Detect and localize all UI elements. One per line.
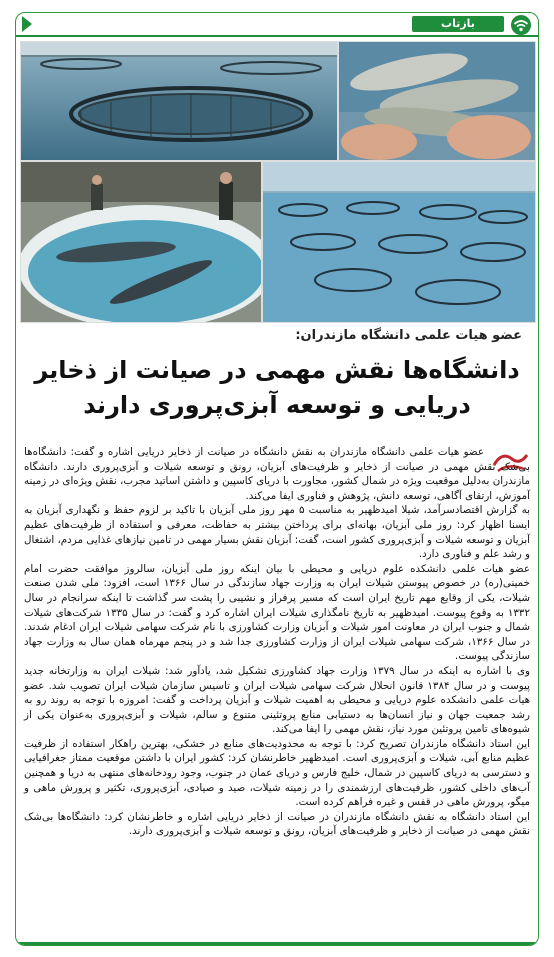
header-rule (16, 35, 538, 37)
news-clipping (15, 12, 539, 946)
header-arrow-icon (22, 16, 32, 32)
photo-collage (16, 41, 538, 323)
photo-sturgeon-tank (20, 161, 262, 323)
section-tag: بازتاب (412, 16, 504, 32)
article-headline: دانشگاه‌ها نقش مهمی در صیانت از ذخایر دریایی و توسعه آبزی‌پروری دارند (34, 356, 520, 419)
photo-sea-cages (20, 41, 338, 161)
article-kicker: عضو هیات علمی دانشگاه مازندران: (295, 328, 522, 343)
paragraph: به گزارش اقتصادسرآمد، شیلا امیدظهیر به مناسبت ۵ مهر روز ملی آبزیان با تاکید بر لزوم حفظ و نگهداری آبزیان به ایسنا اظهار کرد: روز ملی آبزیان، بهانه‌ای برای پرداختن بیشتر به حفاظت، معرفی و استفاده از ظرفیت‌های عظیم آبزیان و توسعه شیلات و آبزی‌پروری کشور است، گفت: آبزیان نقش بسیار مهمی در تامین نیازهای غذایی مردم، اشتغال و رشد علم و فناوری دارد. (24, 504, 530, 561)
paragraph: این استاد دانشگاه مازندران تصریح کرد: با توجه به محدودیت‌های منابع در خشکی، بهترین راهکار استفاده از ظرفیت عظیم منابع آبی، شیلات و آبزی‌پروری است. امیدظهیر خاطرنشان کرد: کشور ایران با داشتن موقعیت ممتاز جغرافیایی و دسترسی به دریای کاسپین در شمال، خلیج فارس و دریای عمان در جنوب، وجود رودخانه‌های منتهی به دریا و همچنین آب‌های داخلی کشور، ظرفیت‌های ارزشمندی را در زمینه شیلات، صید و صیادی، آبزی‌پروری، تکثیر و پرورش ماهی و میگو، پرورش ماهی در قفس و غیره فراهم کرده است. (24, 737, 530, 809)
paragraph: این استاد دانشگاه به نقش دانشگاه مازندران در صیانت از ذخایر دریایی اشاره و خاطرنشان کرد: دانشگاه‌ها بی‌شک نقش مهمی در صیانت از ذخایر و ظرفیت‌های آبزیان، رونق و توسعه شیلات و آبزی‌پروری دارند. (24, 810, 530, 838)
paragraph: عضو هیات علمی دانشگاه مازندران به نقش دانشگاه در صیانت از ذخایر دریایی اشاره و گفت: دانشگاه‌ها بی‌شک نقش مهمی در صیانت از ذخایر و ظرفیت‌های آبزیان، رونق و توسعه شیلات و آبزی‌پروری دارند. دانشگاه مازندران به‌دلیل موقعیت ویژه در شمال کشور، مجاورت با دریای کاسپین و داشتن اساتید مجرب، نقش ویژه‌ای در زمینه آموزش، ارتقای آگاهی، توسعه دانش، پژوهش و فناوری ایفا می‌کند. (24, 446, 530, 502)
footer-rule (16, 942, 538, 945)
paragraph: وی با اشاره به اینکه در سال ۱۳۷۹ وزارت جهاد کشاورزی تشکیل شد، یادآور شد: شیلات ایران به وزارتخانه جدید پیوست و در سال ۱۳۸۴ قانون انحلال شرکت سهامی شیلات ایران و تاسیس سازمان شیلات ایران تصویب شد. عضو هیات علمی دانشکده علوم دریایی و محیطی به اهمیت شیلات و آبزیان پرداخت و گفت: امروزه با توجه به روند رو به رشد جمعیت جهان و نیاز انسان‌ها به دستیابی منابع پروتئینی متنوع و سالم، شیلات و آبزی‌پروری به‌عنوان یکی از شیوه‌های تامین پروتئین مورد نیاز، نقش مهمی را ایفا می‌کند. (24, 664, 531, 736)
wifi-icon (510, 15, 532, 35)
paragraph: عضو هیات علمی دانشکده علوم دریایی و محیطی با بیان اینکه روز ملی آبزیان، سالروز موافقت حضرت امام خمینی(ره) در خصوص پیوستن شیلات ایران به وزارت جهاد سازندگی در سال ۱۳۶۶ است، افزود: ملی شدن صنعت شیلات، یکی از وقایع مهم تاریخ ایران است که مسیر پرفراز و نشیبی را پشت سر گذاشت تا اینکه سرانجام در سال ۱۳۳۲ به وقوع پیوست. امیدظهیر به تاریخ نامگذاری شیلات ایران اشاره کرد و گفت: در سال ۱۳۳۵ شرکت‌های شیلات شمال و جنوب ایران در معاونت امور شیلات و آبزیان وزارت کشاورزی با نام شرکت سهامی شیلات ایران ادغام شدند. در سال ۱۳۶۶، شرکت سهامی شیلات ایران از وزارت کشاورزی جدا شد و در پنجم مهرماه همان سال به وزارت جهاد سازندگی پیوست. (24, 562, 531, 663)
header-bar (16, 13, 538, 35)
photo-lake-cages (262, 161, 536, 323)
article-body (24, 445, 530, 839)
photo-trout-hands (338, 41, 536, 161)
